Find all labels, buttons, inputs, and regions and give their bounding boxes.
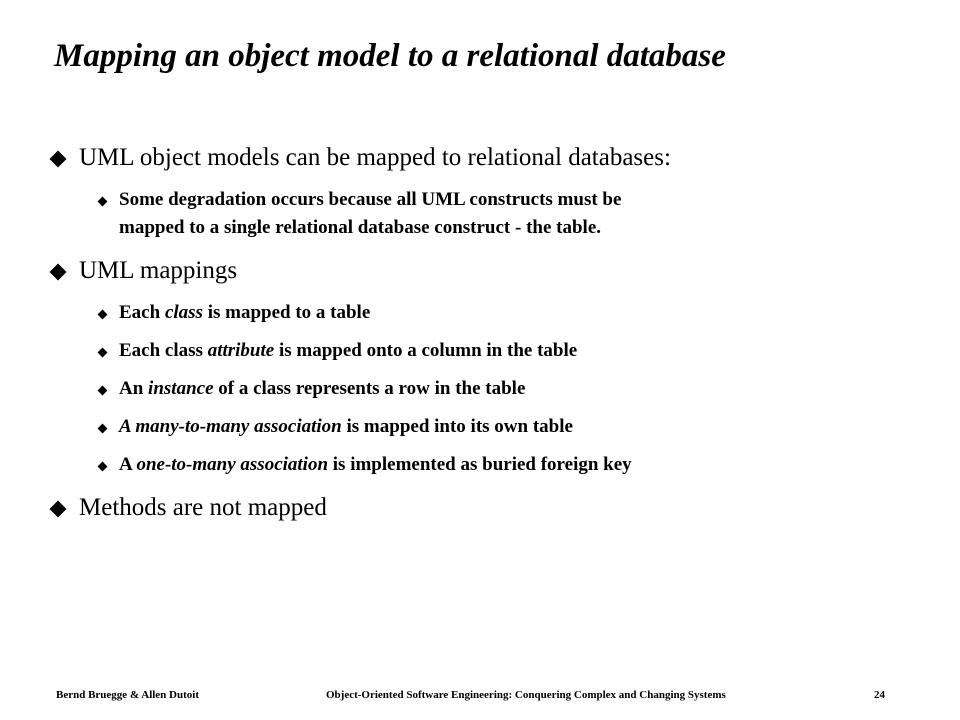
sub-bullet-text: A one-to-many association is implemented as buried foreign key [119,454,632,475]
small-diamond-bullet-icon [96,186,106,214]
bullet-text: Methods are not mapped [79,494,327,521]
small-diamond-bullet-icon [96,299,106,327]
emphasis: one-to-many association [136,454,329,475]
small-diamond-bullet-icon [96,337,106,365]
sub-bullet-text-line1: Some degradation occurs because all UML constructs must be [119,189,622,210]
emphasis: class [164,302,203,323]
footer-page-number: 24 [874,689,885,701]
small-diamond-bullet-icon [96,413,106,441]
small-diamond-bullet-icon [96,375,106,403]
emphasis: A many-to-many association [119,416,342,437]
small-diamond-bullet-icon [96,451,106,479]
emphasis: instance [148,378,214,399]
diamond-bullet-icon [48,256,64,286]
footer-book-title: Object-Oriented Software Engineering: Conquering Complex and Changing Systems [326,689,726,701]
slide-title: Mapping an object model to a relational database [54,38,726,74]
diamond-bullet-icon [48,493,64,523]
sub-bullet-text: Each class is mapped to a table [119,302,371,323]
footer-authors: Bernd Bruegge & Allen Dutoit [56,689,199,701]
bullet-text: UML mappings [79,257,238,284]
bullet-text: UML object models can be mapped to relational databases: [79,144,671,171]
sub-bullet-text: Each class attribute is mapped onto a column in the table [119,340,578,361]
emphasis: attribute [207,340,275,361]
sub-bullet-text: An instance of a class represents a row in the table [119,378,526,399]
sub-bullet-text-line2: mapped to a single relational database construct - the table. [119,217,602,238]
sub-bullet-text: A many-to-many association is mapped into its own table [119,416,573,437]
diamond-bullet-icon [48,143,64,173]
